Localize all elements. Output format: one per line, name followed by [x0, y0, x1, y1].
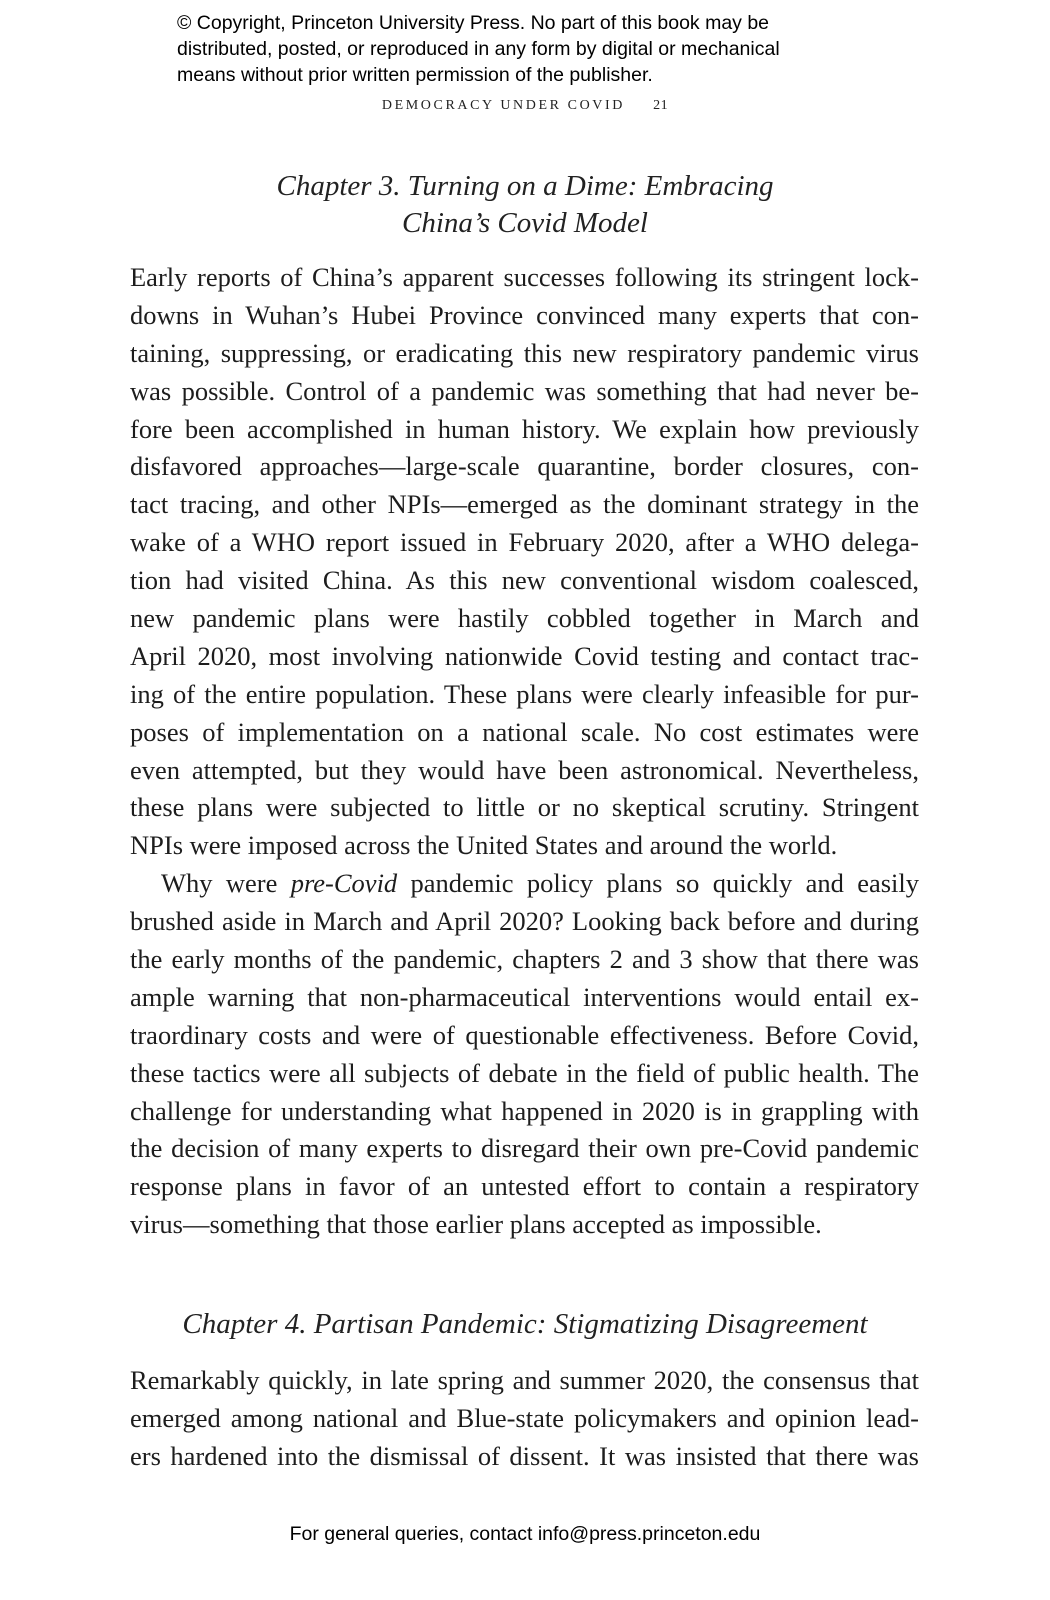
text-line: emerged among national and Blue-state policymakers and opinion lead- [130, 1402, 919, 1433]
text-line: response plans in favor of an untested effort to contain a respiratory [130, 1171, 919, 1202]
copyright-notice [177, 10, 877, 88]
copyright-line: means without prior written permission of the publisher. [177, 64, 653, 86]
heading-line: China’s Covid Model [402, 207, 648, 239]
text-line: new pandemic plans were hastily cobbled together in March and [130, 603, 919, 634]
running-head-title: DEMOCRACY UNDER COVID [381, 98, 625, 113]
chapter-3-paragraph-2 [130, 865, 919, 1244]
text-line: tact tracing, and other NPIs—emerged as the dominant strategy in the [130, 489, 919, 520]
chapter-4-body [130, 1362, 919, 1476]
chapter-3-heading [130, 168, 920, 242]
chapter-4-paragraph-1 [130, 1362, 919, 1476]
text-line: fore been accomplished in human history. We explain how previously [130, 413, 919, 444]
text-line: the decision of many experts to disregard their own pre-Covid pandemic [130, 1133, 919, 1164]
heading-line: Chapter 4. Partisan Pandemic: Stigmatizing Disagreement [182, 1308, 868, 1340]
italic-term: pre-Covid [290, 868, 398, 899]
text-line: the early months of the pandemic, chapters 2 and 3 show that there was [130, 944, 919, 975]
text-line: virus—something that those earlier plans accepted as impossible. [130, 1209, 822, 1240]
text-line: disfavored approaches—large-scale quarantine, border closures, con- [130, 451, 919, 482]
text-line: ing of the entire population. These plans were clearly infeasible for pur- [130, 678, 919, 709]
text-line: brushed aside in March and April 2020? Looking back before and during [130, 906, 919, 937]
text-line: tion had visited China. As this new conventional wisdom coalesced, [130, 565, 919, 596]
text-run: Why were [161, 868, 291, 899]
text-line: these tactics were all subjects of debate in the field of public health. The [130, 1057, 919, 1088]
chapter-3-paragraph-1 [130, 259, 919, 865]
page-number: 21 [653, 98, 669, 113]
copyright-line: © Copyright, Princeton University Press. No part of this book may be [177, 12, 770, 34]
text-line: NPIs were imposed across the United States and around the world. [130, 830, 838, 861]
footer-contact: For general queries, contact info@press.princeton.edu [289, 1523, 761, 1545]
heading-line: Chapter 3. Turning on a Dime: Embracing [276, 170, 774, 202]
text-line: challenge for understanding what happened in 2020 is in grappling with [130, 1095, 919, 1126]
text-run: pandemic policy plans so quickly and easily [397, 868, 919, 899]
text-line: Remarkably quickly, in late spring and summer 2020, the consensus that [130, 1365, 919, 1395]
text-line: was possible. Control of a pandemic was something that had never be- [130, 375, 919, 406]
text-line: poses of implementation on a national scale. No cost estimates were [130, 716, 919, 747]
running-head [0, 98, 1050, 114]
copyright-line: distributed, posted, or reproduced in any form by digital or mechanical [177, 38, 780, 60]
text-line: Early reports of China’s apparent successes following its stringent lock- [130, 262, 919, 292]
text-line: downs in Wuhan’s Hubei Province convinced many experts that con- [130, 299, 919, 330]
text-line: taining, suppressing, or eradicating this new respiratory pandemic virus [130, 337, 919, 368]
text-line: these plans were subjected to little or no skeptical scrutiny. Stringent [130, 792, 919, 823]
chapter-4-heading [130, 1306, 920, 1343]
text-line: traordinary costs and were of questionable effectiveness. Before Covid, [130, 1019, 919, 1050]
text-line: ers hardened into the dismissal of dissent. It was insisted that there was [130, 1440, 919, 1471]
text-line: even attempted, but they would have been astronomical. Nevertheless, [130, 754, 919, 785]
text-line: ample warning that non-pharmaceutical interventions would entail ex- [130, 981, 919, 1012]
chapter-3-body [130, 259, 919, 1244]
text-line: April 2020, most involving nationwide Covid testing and contact trac- [130, 640, 919, 671]
text-line: wake of a WHO report issued in February 2020, after a WHO delega- [130, 527, 919, 558]
text-line [130, 865, 919, 903]
